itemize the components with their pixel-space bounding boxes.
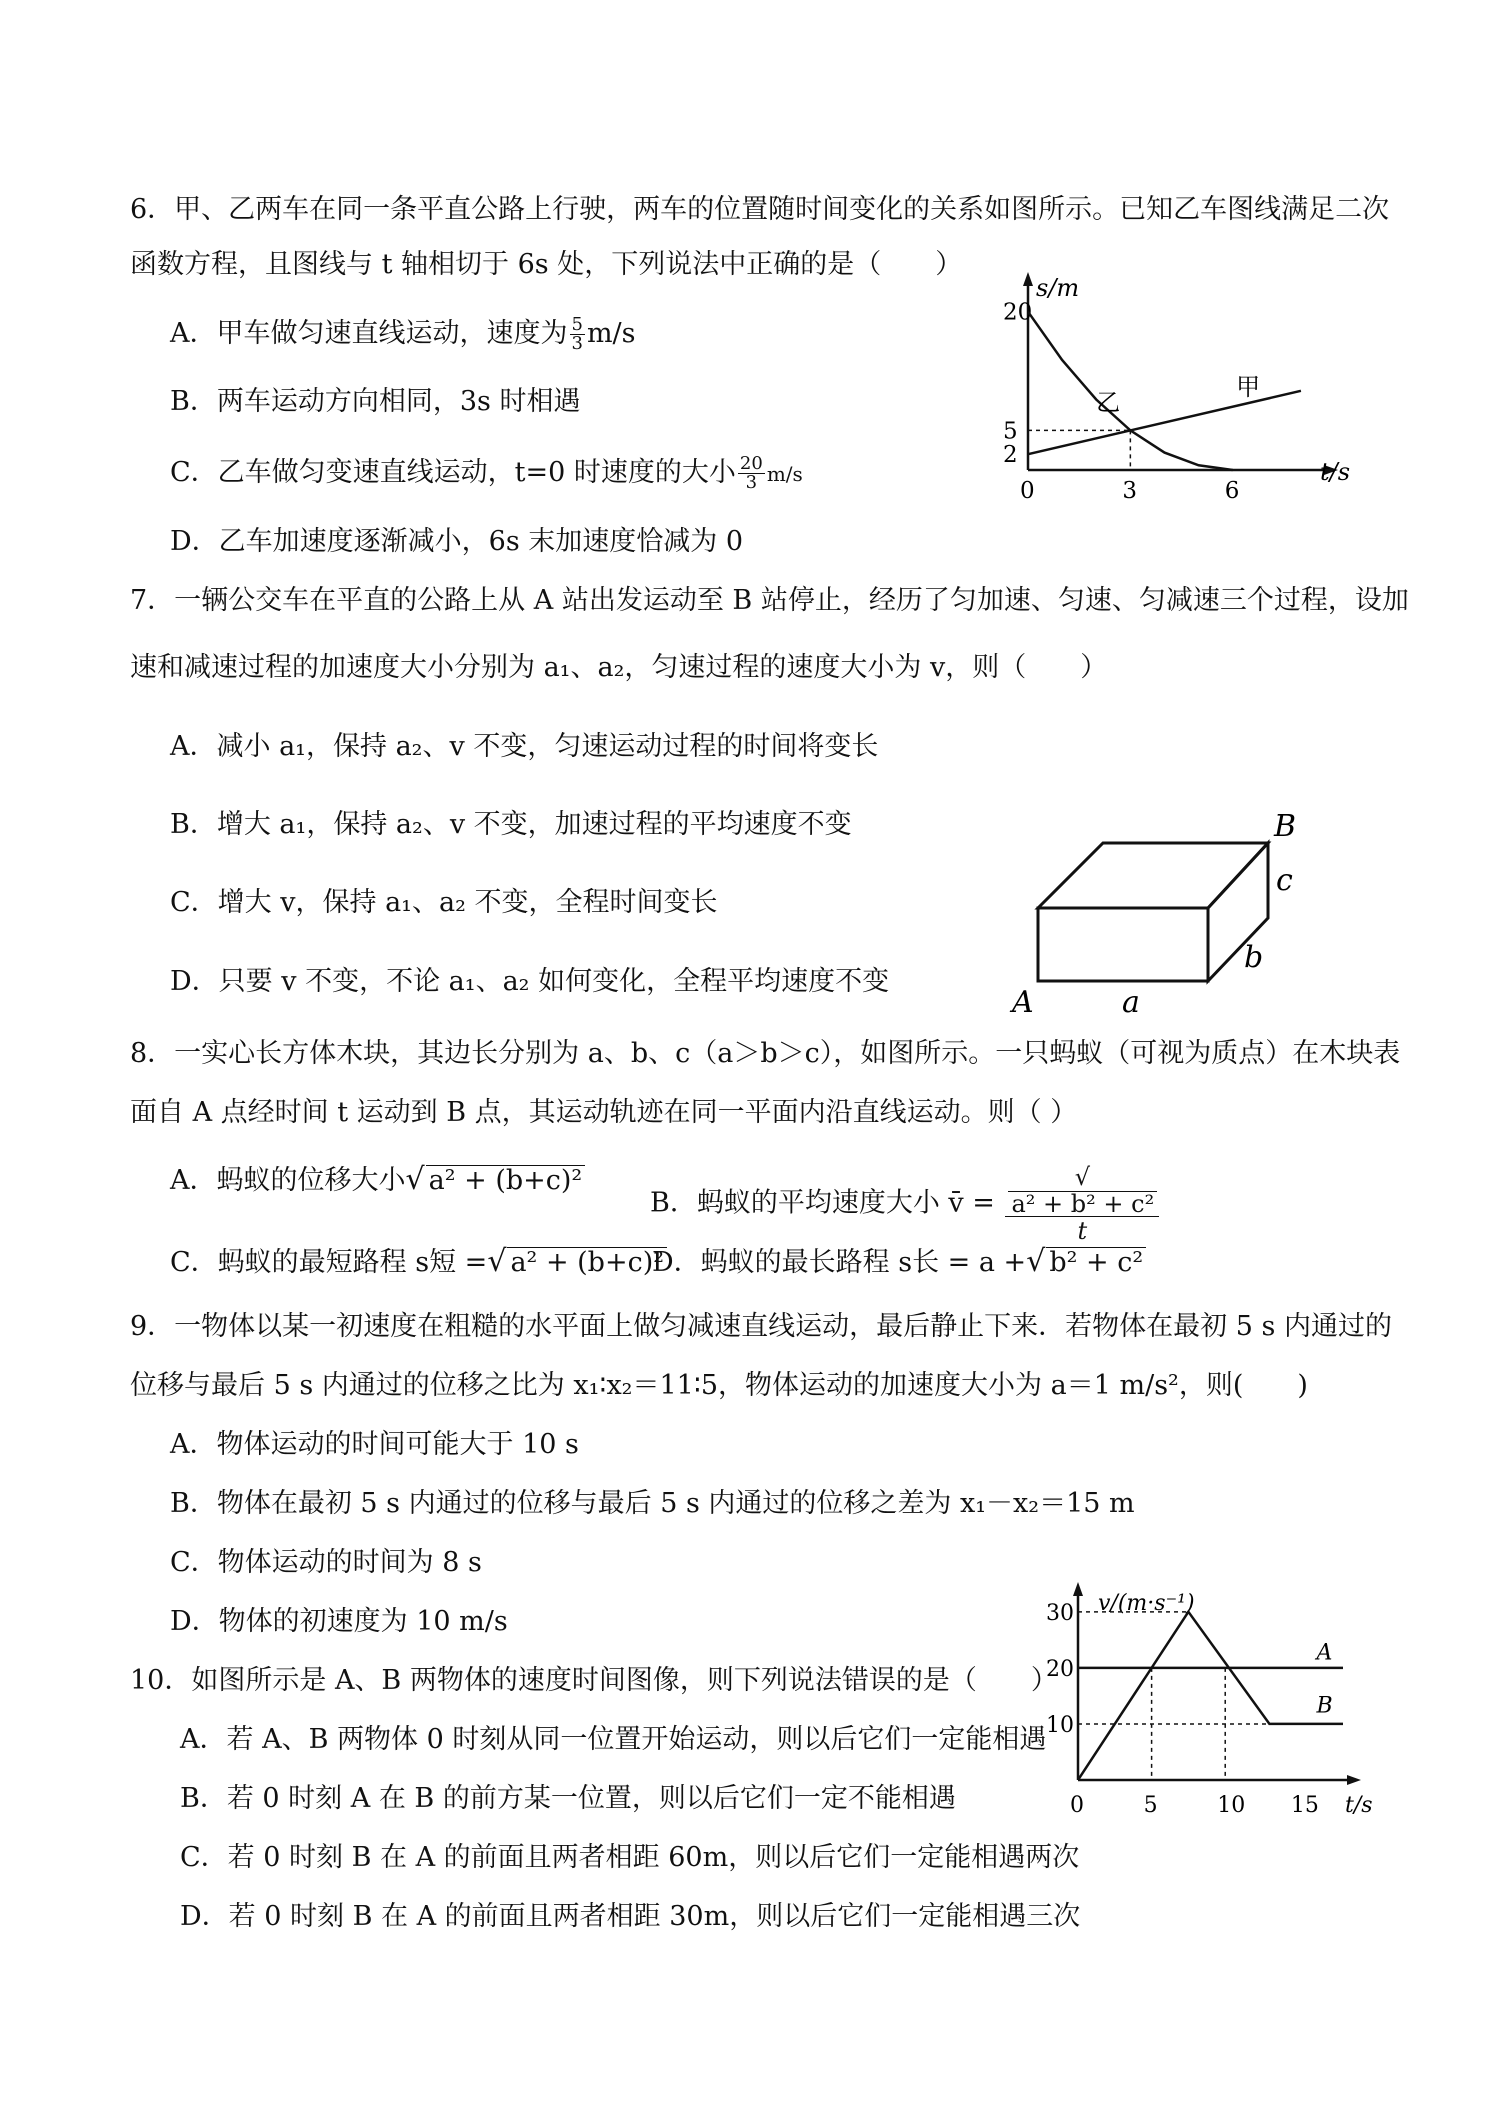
q8-option-b-radicand: a² + b² + c² bbox=[1008, 1191, 1157, 1216]
radical-sign: √ bbox=[1026, 1244, 1046, 1279]
q8-option-a-expression: a² + (b+c)² bbox=[426, 1165, 586, 1196]
fraction-denominator: t bbox=[1077, 1217, 1088, 1245]
q6-option-c bbox=[170, 455, 803, 492]
q10-option-d: D．若 0 时刻 B 在 A 的前面且两者相距 30m，则以后它们一定能相遇三次 bbox=[180, 1901, 1081, 1932]
x-tick-label: 6 bbox=[1224, 478, 1240, 504]
q8-option-c-text: C．蚂蚁的最短路程 s短 = bbox=[170, 1247, 488, 1278]
series-b-line bbox=[1078, 1612, 1343, 1780]
radical-sign: √ bbox=[487, 1244, 507, 1279]
q10-stem: 10．如图所示是 A、B 两物体的速度时间图像，则下列说法错误的是（ ） bbox=[130, 1665, 1058, 1696]
y-axis-arrow bbox=[1073, 1582, 1083, 1596]
q6-displacement-time-graph bbox=[990, 270, 1351, 510]
q6-option-b: B．两车运动方向相同，3s 时相遇 bbox=[170, 386, 581, 417]
q8-stem-line2: 面自 A 点经时间 t 运动到 B 点，其运动轨迹在同一平面内沿直线运动。则（ ） bbox=[130, 1097, 1078, 1128]
x-tick-label: 0 bbox=[1020, 478, 1035, 504]
q9-stem-line1: 9．一物体以某一初速度在粗糙的水平面上做匀减速直线运动，最后静止下来．若物体在最初 5 s 内通过的 bbox=[130, 1311, 1392, 1342]
q6-stem-line2: 函数方程，且图线与 t 轴相切于 6s 处，下列说法中正确的是（ ） bbox=[130, 249, 963, 280]
fraction-denominator: 3 bbox=[571, 333, 583, 354]
box-top-face bbox=[1038, 843, 1268, 908]
q6-option-a-unit: m/s bbox=[586, 318, 636, 349]
q8-option-d-expression: b² + c² bbox=[1046, 1247, 1146, 1278]
radical-sign: √ bbox=[405, 1162, 425, 1197]
q9-option-c: C．物体运动的时间为 8 s bbox=[170, 1547, 482, 1578]
q9-stem-line2: 位移与最后 5 s 内通过的位移之比为 x₁∶x₂＝11∶5，物体运动的加速度大小为 a＝1 m/s²，则( ) bbox=[130, 1370, 1308, 1401]
q6-option-a-fraction bbox=[570, 316, 585, 353]
x-axis-arrow bbox=[1347, 1775, 1361, 1785]
y-tick-label: 2 bbox=[1003, 442, 1018, 469]
q8-option-d-text: D．蚂蚁的最长路程 s长 = a + bbox=[652, 1247, 1027, 1278]
y-tick-label: 20 bbox=[1003, 299, 1033, 326]
y-tick-label: 5 bbox=[1003, 418, 1018, 445]
y-tick-label: 20 bbox=[1046, 1656, 1074, 1682]
q8-option-d bbox=[652, 1245, 1146, 1280]
q8-option-b-text: B．蚂蚁的平均速度大小 v̄ = bbox=[650, 1187, 995, 1219]
q6-option-a-text: A．甲车做匀速直线运动，速度为 bbox=[170, 318, 568, 349]
q7-stem-line2: 速和减速过程的加速度大小分别为 a₁、a₂，匀速过程的速度大小为 v，则（ ） bbox=[130, 652, 1108, 683]
q7-option-d: D．只要 v 不变，不论 a₁、a₂ 如何变化，全程平均速度不变 bbox=[170, 966, 890, 997]
box-label-a-point: A bbox=[1012, 985, 1034, 1020]
q7-option-b: B．增大 a₁，保持 a₂、v 不变，加速过程的平均速度不变 bbox=[170, 809, 852, 840]
q6-option-c-text: C．乙车做匀变速直线运动，t=0 时速度的大小 bbox=[170, 457, 736, 488]
series-yi-label: 乙 bbox=[1096, 388, 1121, 417]
q9-option-b: B．物体在最初 5 s 内通过的位移与最后 5 s 内通过的位移之差为 x₁－x₂＝15 m bbox=[170, 1488, 1135, 1519]
q6-option-c-unit: m/s bbox=[766, 462, 803, 486]
q8-option-c bbox=[170, 1245, 667, 1280]
fraction-numerator bbox=[1005, 1163, 1159, 1217]
y-axis-label: v/(m·s⁻¹) bbox=[1098, 1591, 1195, 1616]
q7-option-c: C．增大 v，保持 a₁、a₂ 不变，全程时间变长 bbox=[170, 887, 718, 918]
q8-option-b-fraction bbox=[1005, 1163, 1159, 1245]
fraction-numerator: 5 bbox=[571, 314, 583, 335]
q8-option-b bbox=[650, 1163, 1161, 1245]
fraction-denominator: 3 bbox=[745, 472, 758, 493]
x-tick-label: 5 bbox=[1143, 1793, 1158, 1818]
series-a-label: A bbox=[1316, 1640, 1333, 1666]
box-label-edge-b: b bbox=[1244, 940, 1264, 975]
q9-option-a: A．物体运动的时间可能大于 10 s bbox=[170, 1429, 579, 1460]
q10-option-a: A．若 A、B 两物体 0 时刻从同一位置开始运动，则以后它们一定能相遇 bbox=[180, 1724, 1047, 1755]
x-axis-label: t/s bbox=[1345, 1793, 1373, 1818]
x-tick-label: 10 bbox=[1217, 1793, 1246, 1818]
box-label-b-point: B bbox=[1274, 809, 1297, 844]
box-label-edge-a: a bbox=[1122, 985, 1140, 1020]
box-front-face bbox=[1038, 908, 1208, 981]
q6-stem-line1: 6．甲、乙两车在同一条平直公路上行驶，两车的位置随时间变化的关系如图所示。已知乙车图线满足二次 bbox=[130, 194, 1390, 225]
x-tick-label: 3 bbox=[1122, 478, 1137, 504]
x-axis-label: t/s bbox=[1320, 458, 1351, 486]
q8-box-diagram bbox=[1000, 805, 1330, 1020]
series-b-label: B bbox=[1316, 1693, 1333, 1719]
radical-sign: √ bbox=[1074, 1163, 1090, 1191]
q8-option-a-text: A．蚂蚁的位移大小 bbox=[170, 1165, 406, 1196]
box-label-edge-c: c bbox=[1276, 863, 1293, 898]
q10-option-b: B．若 0 时刻 A 在 B 的前方某一位置，则以后它们一定不能相遇 bbox=[180, 1783, 956, 1814]
y-tick-label: 10 bbox=[1046, 1712, 1074, 1738]
y-axis-arrow bbox=[1023, 272, 1033, 286]
y-axis-label: s/m bbox=[1036, 274, 1080, 302]
y-tick-label: 30 bbox=[1046, 1600, 1074, 1626]
series-jia-label: 甲 bbox=[1236, 372, 1261, 401]
q6-option-a bbox=[170, 316, 636, 353]
fraction-numerator: 20 bbox=[739, 453, 763, 474]
x-tick-label: 0 bbox=[1070, 1793, 1084, 1818]
q8-option-c-expression: a² + (b+c)² bbox=[507, 1247, 667, 1278]
q6-option-c-fraction bbox=[738, 455, 765, 492]
q6-option-d: D．乙车加速度逐渐减小，6s 末加速度恰减为 0 bbox=[170, 526, 744, 557]
x-tick-label: 15 bbox=[1290, 1793, 1319, 1818]
q8-option-a bbox=[170, 1163, 585, 1198]
q8-stem-line1: 8．一实心长方体木块，其边长分别为 a、b、c（a＞b＞c），如图所示。一只蚂蚁（可视为质点）在木块表 bbox=[130, 1038, 1401, 1069]
q10-option-c: C．若 0 时刻 B 在 A 的前面且两者相距 60m，则以后它们一定能相遇两次 bbox=[180, 1842, 1080, 1873]
q7-stem-line1: 7．一辆公交车在平直的公路上从 A 站出发运动至 B 站停止，经历了匀加速、匀速、匀减速三个过程，设加 bbox=[130, 585, 1409, 616]
q7-option-a: A．减小 a₁，保持 a₂、v 不变，匀速运动过程的时间将变长 bbox=[170, 731, 879, 762]
q9-option-d: D．物体的初速度为 10 m/s bbox=[170, 1606, 508, 1637]
q10-velocity-time-graph bbox=[1030, 1580, 1373, 1830]
